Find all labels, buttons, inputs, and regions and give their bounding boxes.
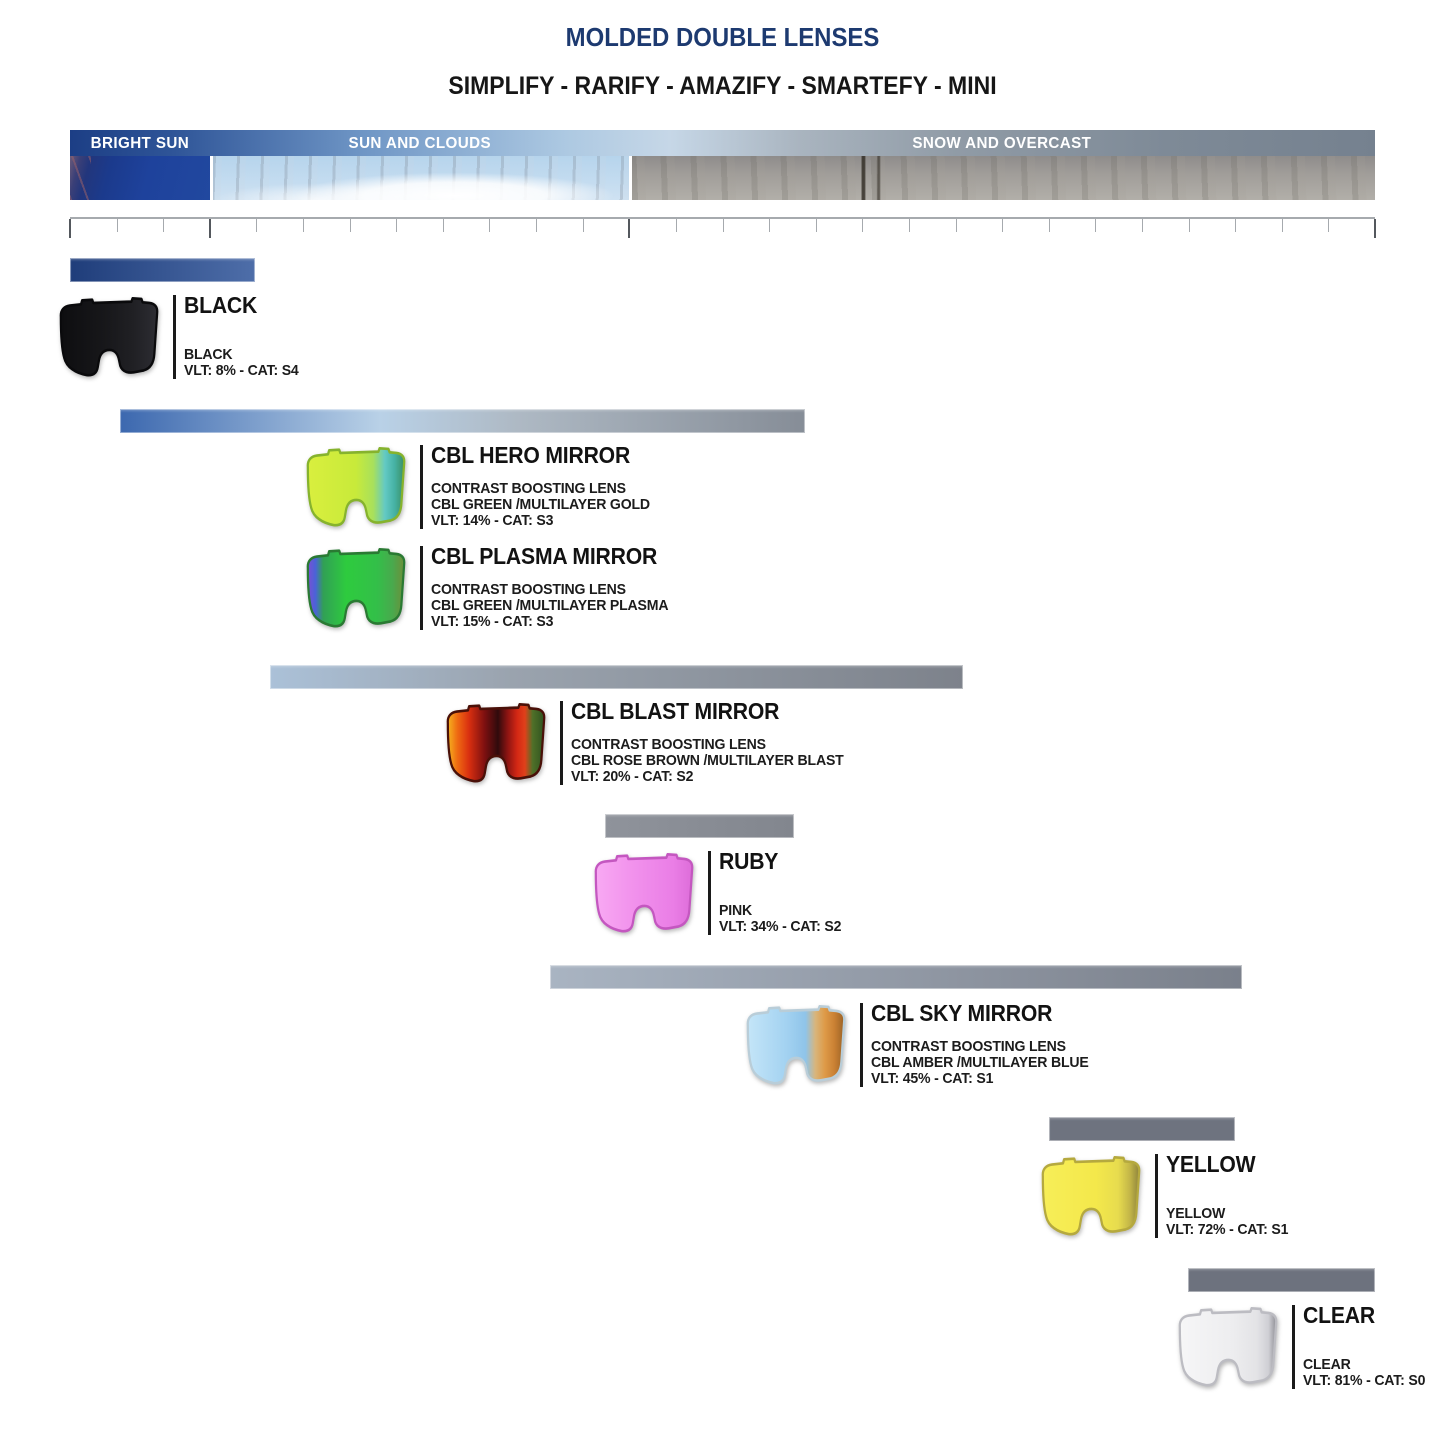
desc-line: VLT: 8% - CAT: S4 — [184, 362, 299, 379]
ruler-tick — [1142, 219, 1143, 232]
page-title: MOLDED DOUBLE LENSES — [565, 22, 880, 52]
ruler-tick — [256, 219, 257, 232]
ruler-major-tick — [628, 219, 630, 238]
desc-line: VLT: 15% - CAT: S3 — [431, 613, 554, 630]
condition-label: BRIGHT SUN — [90, 135, 190, 152]
cbl-sky-mirror-lens-image — [740, 1005, 852, 1087]
cbl-hero-mirror-lens-image — [300, 447, 412, 529]
ruler-tick — [350, 219, 351, 232]
lens-name: RUBY — [719, 848, 779, 874]
range-bar-yellow — [1049, 1117, 1236, 1141]
bar-row-clear — [70, 1268, 1375, 1292]
range-bar-clear — [1188, 1268, 1375, 1292]
bar-row-yellow — [70, 1117, 1375, 1141]
ruler-tick — [163, 219, 164, 232]
ruler-tick — [117, 219, 118, 232]
entry-divider — [860, 1003, 863, 1087]
ruler-tick — [1002, 219, 1003, 232]
ruby-lens-image — [588, 853, 700, 935]
bar-row-black — [70, 258, 1375, 282]
entry-divider — [173, 295, 176, 379]
ruler-major-tick — [69, 219, 71, 238]
clear-lens-image — [1172, 1307, 1284, 1389]
desc-line: CONTRAST BOOSTING LENS — [431, 581, 626, 598]
bar-row-ruby — [70, 814, 1375, 838]
range-bar-hero-plasma — [120, 409, 805, 433]
ruler-tick — [862, 219, 863, 232]
entry-divider — [420, 546, 423, 630]
yellow-lens-image — [1035, 1156, 1147, 1238]
ruler-tick — [956, 219, 957, 232]
lens-description — [184, 347, 306, 379]
desc-line: CBL GREEN /MULTILAYER GOLD — [431, 496, 650, 513]
ruler-tick — [583, 219, 584, 232]
lens-name: CBL PLASMA MIRROR — [431, 543, 658, 569]
entry-divider — [1292, 1305, 1295, 1389]
desc-line: VLT: 72% - CAT: S1 — [1166, 1221, 1289, 1238]
cbl-blast-mirror-lens-image — [440, 703, 552, 785]
range-bar-blast — [270, 665, 963, 689]
lens-description — [431, 582, 683, 630]
lens-description — [871, 1039, 1102, 1087]
ruler-tick — [816, 219, 817, 232]
lens-name: CBL BLAST MIRROR — [571, 698, 780, 724]
desc-line: VLT: 81% - CAT: S0 — [1303, 1372, 1426, 1389]
ruler-tick — [1282, 219, 1283, 232]
condition-label: SUN AND CLOUDS — [348, 135, 491, 152]
lens-name: CBL SKY MIRROR — [871, 1000, 1053, 1026]
desc-line: CBL AMBER /MULTILAYER BLUE — [871, 1054, 1089, 1071]
entry-divider — [1155, 1154, 1158, 1238]
lens-name: BLACK — [184, 292, 258, 318]
page-subtitle: SIMPLIFY - RARIFY - AMAZIFY - SMARTEFY - MINI — [448, 72, 997, 100]
desc-line: VLT: 45% - CAT: S1 — [871, 1070, 994, 1087]
desc-line: PINK — [719, 902, 752, 919]
ruler-tick — [723, 219, 724, 232]
range-bar-black — [70, 258, 255, 282]
ruler-tick — [489, 219, 490, 232]
lens-description — [1303, 1357, 1433, 1389]
lens-name: CBL HERO MIRROR — [431, 442, 631, 468]
entry-divider — [560, 701, 563, 785]
ruler-major-tick — [209, 219, 211, 238]
desc-line: CBL GREEN /MULTILAYER PLASMA — [431, 597, 669, 614]
lens-name: CLEAR — [1303, 1302, 1375, 1328]
scale-ruler — [70, 217, 1375, 241]
lens-description — [571, 737, 861, 785]
lens-description — [431, 481, 664, 529]
lens-name: YELLOW — [1166, 1151, 1256, 1177]
ruler-tick — [303, 219, 304, 232]
desc-line: BLACK — [184, 346, 233, 363]
lens-description — [719, 903, 849, 935]
desc-line: CLEAR — [1303, 1356, 1351, 1373]
ruler-tick — [536, 219, 537, 232]
desc-line: VLT: 14% - CAT: S3 — [431, 512, 554, 529]
desc-line: CONTRAST BOOSTING LENS — [871, 1038, 1066, 1055]
bar-row-sky — [70, 965, 1375, 989]
desc-line: CBL ROSE BROWN /MULTILAYER BLAST — [571, 752, 844, 769]
ruler-tick — [1049, 219, 1050, 232]
desc-line: YELLOW — [1166, 1205, 1226, 1222]
range-bar-sky — [550, 965, 1242, 989]
black-lens-image — [53, 297, 165, 379]
ruler-tick — [676, 219, 677, 232]
desc-line: VLT: 34% - CAT: S2 — [719, 918, 842, 935]
ruler-tick — [396, 219, 397, 232]
condition-photo-segment — [70, 156, 210, 200]
desc-line: CONTRAST BOOSTING LENS — [431, 480, 626, 497]
entry-divider — [420, 445, 423, 529]
ruler-major-tick — [1374, 219, 1376, 238]
entry-divider — [708, 851, 711, 935]
light-conditions-photo-strip — [70, 156, 1375, 200]
desc-line: CONTRAST BOOSTING LENS — [571, 736, 766, 753]
bar-row-blast — [70, 665, 1375, 689]
condition-label: SNOW AND OVERCAST — [912, 135, 1092, 152]
light-conditions-banner — [70, 130, 1375, 200]
range-bar-ruby — [605, 814, 794, 838]
ruler-tick — [443, 219, 444, 232]
ruler-tick — [1235, 219, 1236, 232]
light-conditions-label-strip — [70, 130, 1375, 156]
condition-photo-segment — [210, 156, 630, 200]
ruler-tick — [1328, 219, 1329, 232]
ruler-tick — [1095, 219, 1096, 232]
cbl-plasma-mirror-lens-image — [300, 548, 412, 630]
lens-description — [1166, 1206, 1296, 1238]
condition-photo-segment — [629, 156, 1375, 200]
ruler-tick — [909, 219, 910, 232]
desc-line: VLT: 20% - CAT: S2 — [571, 768, 694, 785]
bar-row-hero-plasma — [70, 409, 1375, 433]
ruler-tick — [769, 219, 770, 232]
ruler-tick — [1189, 219, 1190, 232]
